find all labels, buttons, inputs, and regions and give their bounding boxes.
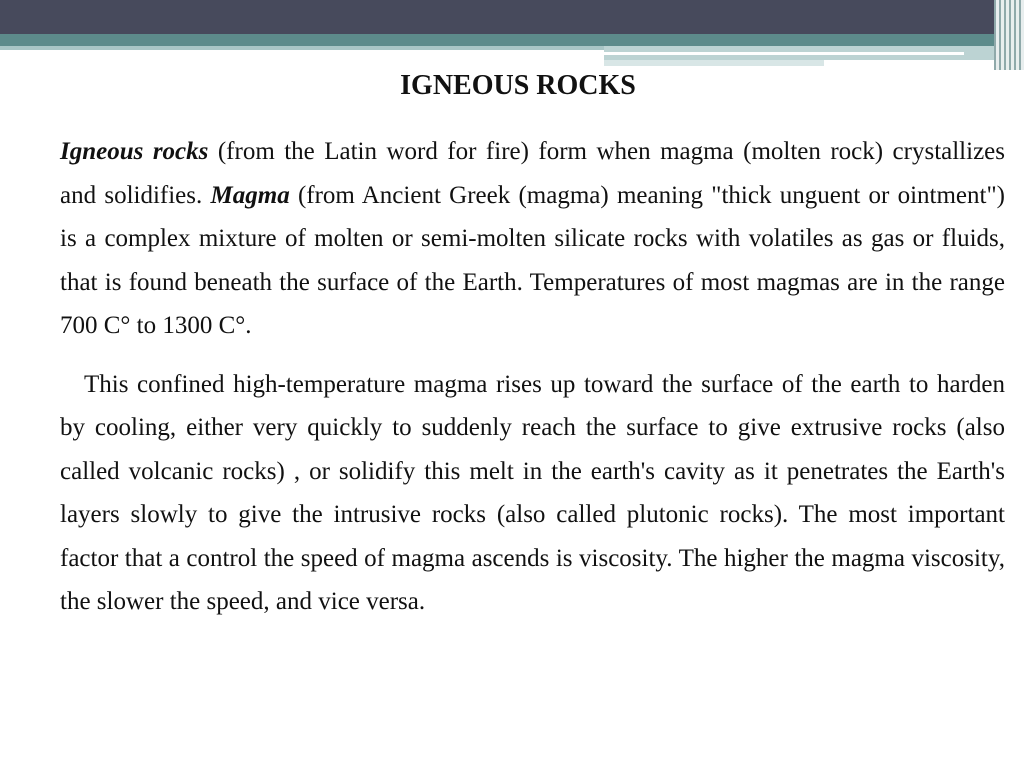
term-magma: Magma <box>210 181 290 209</box>
header-teal-light-band <box>0 46 604 50</box>
slide-title: IGNEOUS ROCKS <box>400 70 636 101</box>
paragraph1-text-a: (from the Latin word for fire) form when magma (molten rock) crystallizes and solidifies. <box>60 138 1006 209</box>
paragraph-magma-rise: This confined high-temperature magma rises up toward the surface of the earth to harden by cooling, either very quickly to suddenly reach the surface to give extrusive rocks (also called volcanic rocks) , or solidify this melt in the earth's cavity as it penetrates the Earth's layers slowly to give the intrusive rocks (also called plutonic rocks). The most important factor that a control the speed of magma ascends is viscosity. The higher the magma viscosity, the slower the speed, and vice versa. <box>60 370 1005 615</box>
slide-body <box>60 130 1005 639</box>
paragraph-igneous-rocks <box>60 130 1005 348</box>
paragraph1-text-b: (from Ancient Greek (magma) meaning "thick unguent or ointment") is a complex mixture of molten or semi-molten silicate rocks with volatiles as gas or fluids, that is found beneath the surface of the Earth. Temperatures of most magmas are in the range 700 C° to 1300 C°. <box>60 181 1005 339</box>
header-stripes <box>994 0 1024 70</box>
header-teal-band <box>0 34 1024 46</box>
header-dark-band <box>0 0 1024 34</box>
header-step-line <box>604 52 964 55</box>
term-igneous-rocks: Igneous rocks <box>60 138 209 165</box>
header-step-band-lower <box>604 60 824 66</box>
